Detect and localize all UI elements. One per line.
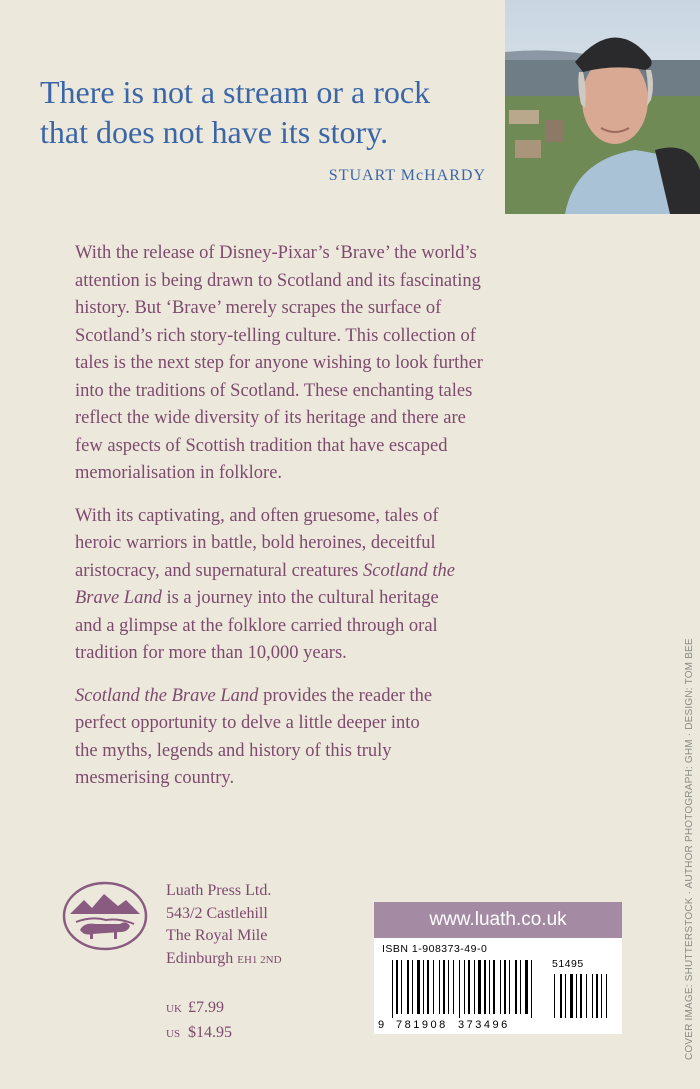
blurb xyxy=(75,240,595,808)
barcode-bar xyxy=(448,960,449,1014)
barcode-digit-prefix: 9 xyxy=(378,1019,385,1031)
barcode-bar xyxy=(433,960,434,1014)
barcode-bar xyxy=(427,960,429,1014)
quote-attribution: STUART McHARDY xyxy=(328,167,486,184)
barcode xyxy=(374,938,622,1034)
currency-label: UK xyxy=(166,1003,182,1015)
blurb-line: heroic warriors in battle, bold heroines, deceitful xyxy=(75,533,436,553)
blurb-text: aristocracy, and supernatural creatures xyxy=(75,560,363,581)
barcode-price-code: 51495 xyxy=(552,958,584,970)
barcode-bar xyxy=(468,960,470,1014)
barcode-bar xyxy=(484,960,486,1014)
pull-quote xyxy=(40,72,500,152)
barcode-bar xyxy=(504,960,506,1014)
blurb-text: is a journey into the cultural heritage xyxy=(161,588,439,608)
barcode-bar xyxy=(493,960,495,1014)
blurb-text: provides the reader the xyxy=(258,685,433,706)
blurb-line xyxy=(75,683,595,711)
barcode-bar xyxy=(531,960,532,1018)
barcode-bar xyxy=(423,960,424,1014)
blurb-line xyxy=(75,585,595,613)
website-link[interactable]: www.luath.co.uk xyxy=(374,902,622,938)
barcode-addon-bar xyxy=(554,974,555,1018)
barcode-addon-bar xyxy=(592,974,593,1018)
blurb-line: tales is the next step for anyone wishing to look further xyxy=(75,353,483,373)
address-line: The Royal Mile xyxy=(166,927,268,944)
blurb-line: perfect opportunity to delve a little deeper into xyxy=(75,713,420,733)
blurb-line: into the traditions of Scotland. These enchanting tales xyxy=(75,380,473,401)
barcode-addon-bar xyxy=(601,974,602,1018)
blurb-line: tradition for more than 10,000 years. xyxy=(75,643,347,663)
blurb-line: With the release of Disney-Pixar’s ‘Brave’ the world’s xyxy=(75,243,477,263)
barcode-bar xyxy=(401,960,402,1014)
barcode-addon-bar xyxy=(580,974,582,1018)
blurb-line: few aspects of Scottish tradition that have escaped xyxy=(75,435,448,456)
address-postcode: EH1 2ND xyxy=(237,953,282,966)
barcode-bar xyxy=(489,960,490,1014)
book-title-italic: Scotland the xyxy=(362,560,455,581)
blurb-paragraph-1 xyxy=(75,240,595,488)
price-list xyxy=(166,996,232,1046)
blurb-line: With its captivating, and often gruesome, tales of xyxy=(75,505,439,526)
barcode-bar xyxy=(417,960,420,1014)
blurb-line: and a glimpse at the folklore carried through oral xyxy=(75,615,438,636)
barcode-bar xyxy=(525,960,528,1014)
currency-label: US xyxy=(166,1028,181,1040)
barcode-bar xyxy=(474,960,475,1014)
barcode-bar xyxy=(500,960,501,1014)
barcode-addon-bar xyxy=(596,974,598,1018)
barcode-bar xyxy=(459,960,460,1018)
barcode-digits-left: 781908 xyxy=(396,1019,448,1031)
address-line: 543/2 Castlehill xyxy=(166,904,268,922)
blurb-line: memorialisation in folklore. xyxy=(75,463,283,483)
barcode-addon-bar xyxy=(565,974,566,1018)
blurb-line xyxy=(75,558,595,586)
barcode-bar xyxy=(392,960,393,1018)
barcode-bar xyxy=(443,960,445,1014)
price-value: $14.95 xyxy=(188,1024,232,1041)
luath-dog-logo-icon xyxy=(62,880,148,952)
author-photo xyxy=(505,0,700,214)
blurb-line: the myths, legends and history of this truly xyxy=(75,740,392,761)
barcode-bar xyxy=(407,960,409,1014)
barcode-bar xyxy=(453,960,454,1014)
barcode-addon-bar xyxy=(606,974,607,1018)
blurb-paragraph-3 xyxy=(75,683,595,793)
book-title-italic: Scotland the Brave Land xyxy=(75,685,259,706)
price-uk xyxy=(166,996,232,1021)
barcode-bar xyxy=(515,960,517,1014)
barcode-addon-bar xyxy=(586,974,587,1018)
quote-line-2: that does not have its story. xyxy=(40,114,389,150)
barcode-digits-right: 373496 xyxy=(458,1019,510,1031)
book-title-italic: Brave Land xyxy=(75,588,162,608)
isbn-text: ISBN 1-908373-49-0 xyxy=(382,943,488,955)
blurb-line: attention is being drawn to Scotland and its fascinating xyxy=(75,270,481,291)
barcode-addon-bar xyxy=(576,974,577,1018)
barcode-bar xyxy=(520,960,521,1014)
address-city: Edinburgh xyxy=(166,949,234,967)
barcode-addon-bar xyxy=(570,974,573,1018)
barcode-bar xyxy=(396,960,398,1014)
author-photo-icon xyxy=(505,0,700,214)
barcode-bar xyxy=(478,960,481,1014)
barcode-bar xyxy=(509,960,510,1014)
blurb-paragraph-2 xyxy=(75,503,595,668)
blurb-line: Scotland’s rich story-telling culture. This collection of xyxy=(75,325,476,346)
barcode-addon-bar xyxy=(560,974,562,1018)
barcode-bar xyxy=(412,960,413,1014)
quote-line-1: There is not a stream or a rock xyxy=(40,74,431,110)
price-value: £7.99 xyxy=(188,999,224,1016)
address-city-line xyxy=(166,948,282,972)
blurb-line: reflect the wide diversity of its heritage and there are xyxy=(75,408,466,428)
publisher-address xyxy=(166,880,282,971)
cover-credits: COVER IMAGE: SHUTTERSTOCK · AUTHOR PHOTOGRAPH: GHM · DESIGN: TOM BEE xyxy=(684,638,695,1060)
price-us xyxy=(166,1021,232,1046)
publisher-name: Luath Press Ltd. xyxy=(166,882,272,899)
barcode-bars-icon xyxy=(382,960,614,1022)
blurb-line: mesmerising country. xyxy=(75,768,235,788)
blurb-line: history. But ‘Brave’ merely scrapes the surface of xyxy=(75,298,442,318)
barcode-bar xyxy=(439,960,440,1014)
barcode-bar xyxy=(464,960,465,1014)
